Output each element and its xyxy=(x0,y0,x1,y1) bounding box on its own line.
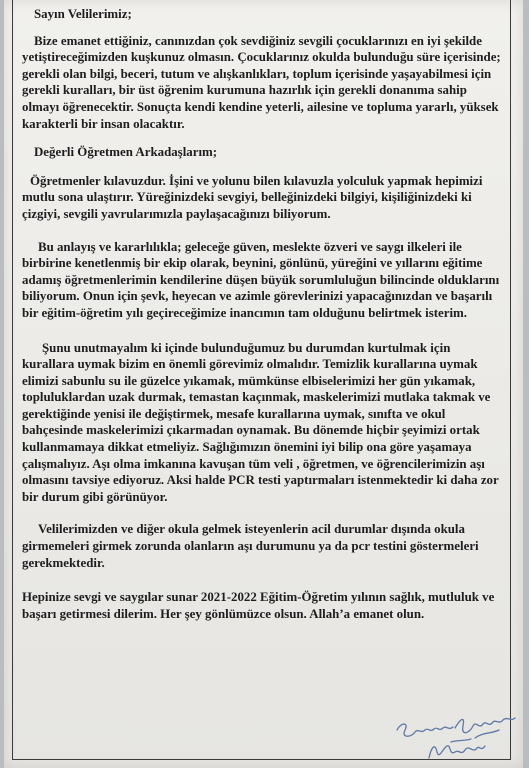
closing-paragraph: Hepinize sevgi ve saygılar sunar 2021-2022 Eğitim-Öğretim yılının sağlık, mutluluk ve başarı getirmesi dilerim. Her şey gönlümüzce olsun. Allah’a emanet olun. xyxy=(22,590,495,621)
paragraph-teachers-guides: Öğretmenler kılavuzdur. İşini ve yolunu bilen kılavuzla yolculuk yapmak hepimizi mutlu sona ulaştırır. Yüreğinizdeki sevgiyi, belleğinizdeki bilgiyi, kişiliğinizdeki ki çizgiyi, sevgili yavrularımızla paylaşacağınızı biliyorum. xyxy=(22,173,483,221)
salutation-teachers: Değerli Öğretmen Arkadaşlarım; xyxy=(34,145,218,160)
handwritten-signature xyxy=(391,708,521,764)
paragraph-health-rules: Şunu unutmayalım ki içinde bulunduğumuz bu durumdan kurtulmak için kurallara uymak bizim en önemli görevimiz olmalıdır. Temizlik kurallarına uymak elimizi sabunlu su ile güzelce yıkamak, mümkünse elbiselerimizi her gün yıkamak, topluluklardan uzak durmak, temastan kaçınmak, maskelerimizi mutlaka takmak ve gerektiğinde yenisi ile değiştirmek, mesafe kurallarına uymak, sınıfta ve okul bahçesinde maskelerimizi çıkarmadan oynamak. Bu dönemde hiçbir şeyimizi ortak kullanmamaya dikkat etmeliyiz. Sağlığımızın önemini iyi bilip ona göre yaşamaya çalışmalıyız. Aşı olma imkanına kavuşan tüm veli , öğretmen, ve öğrencilerimizin aşı olmasını tavsiye ediyoruz. Aksi halde PCR testi yaptırmaları istenmektedir ki daha zor bir durum gibi görünüyor. xyxy=(22,340,499,504)
paragraph-visitors: Velilerimizden ve diğer okula gelmek isteyenlerin acil durumlar dışında okula girmemeleri girmek zorunda olanların aşı durumunu ya da pcr testini göstermeleri gerekmektedir. xyxy=(22,522,479,570)
salutation-parents: Sayın Velilerimiz; xyxy=(34,7,132,21)
letter-body xyxy=(22,6,502,622)
paragraph-parents: Bize emanet ettiğiniz, canınızdan çok sevdiğiniz sevgili çocuklarınızı en iyi şekilde yetiştireceğimizden kuşkunuz olmasın. Çocuklarınız okulda bulunduğu süre içerisinde; gerekli olan bilgi, beceri, tutum ve alışkanlıkları, toplum içerisinde yaşayabilmesi için gerekli kuralları, bir üst öğrenim kurumuna hazırlık için gerekli donanıma sahip olmayı öğrenecektir. Sonuçta kendi kendine yeterli, ailesine ve topluma yararlı, yüksek karakterli bir insan olacaktır. xyxy=(22,33,501,131)
paragraph-teachers-commitment: Bu anlayış ve kararlılıkla; geleceğe güven, meslekte özveri ve saygı ilkeleri ile birbirine kenetlenmiş bir ekip olarak, beynini, gönlünü, yüreğini ve yıllarını eğitime adamış öğretmenlerimin kendilerine düşen büyük sorumluluğun bilincinde olduklarını biliyorum. Onun için şevk, heyecan ve azimle görevlerinizi yapacağınızdan ve başarılı bir eğitim-öğretim yılı geçireceğimize inancımın tam olduğunu belirtmek isterim. xyxy=(22,239,500,320)
letter-sheet xyxy=(4,0,523,768)
